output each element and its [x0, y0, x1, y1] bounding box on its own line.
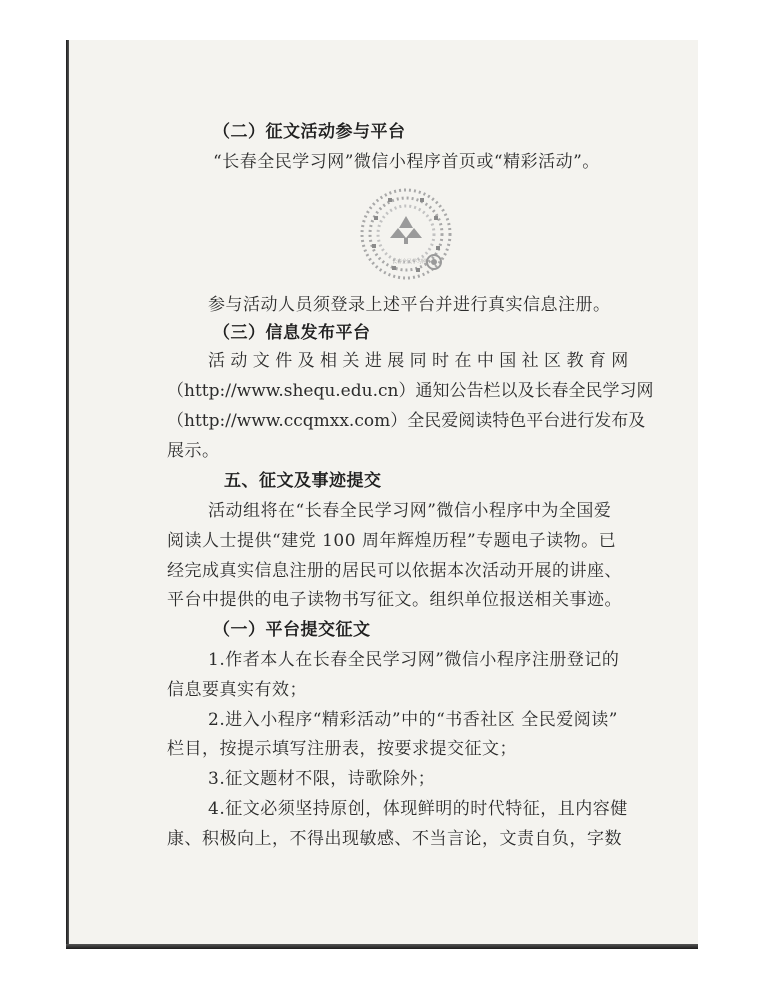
info-line: 展示。 — [167, 441, 220, 461]
submit-line: 2.进入小程序“精彩活动”中的“书香社区 全民爱阅读” — [208, 710, 618, 730]
submit-line: 4.征文必须坚持原创，体现鲜明的时代特征，且内容健 — [208, 799, 628, 819]
submit-line: 康、积极向上，不得出现敏感、不当言论，文责自负，字数 — [167, 829, 622, 849]
info-line: （http://www.shequ.edu.cn）通知公告栏以及长春全民学习网 — [167, 381, 654, 401]
qr-label: 长春全民学习网 — [392, 259, 428, 265]
scan-edge-bottom — [66, 944, 698, 949]
submit-line: 3.征文题材不限，诗歌除外； — [208, 769, 436, 789]
qr-code-icon — [358, 186, 454, 282]
section5-line: 平台中提供的电子读物书写征文。组织单位报送相关事迹。 — [167, 590, 622, 610]
submit-line: 1.作者本人在长春全民学习网”微信小程序注册登记的 — [208, 650, 620, 670]
section5-line: 经完成真实信息注册的居民可以依据本次活动开展的讲座、 — [167, 561, 622, 581]
section5-line: 活动组将在“长春全民学习网”微信小程序中为全国爱 — [208, 501, 612, 521]
heading-platform-submit: （一）平台提交征文 — [213, 620, 371, 640]
heading-info-platform: （三）信息发布平台 — [213, 323, 371, 343]
submit-line: 信息要真实有效； — [167, 680, 307, 700]
heading-section5: 五、征文及事迹提交 — [224, 471, 382, 491]
platform-text: “长春全民学习网”微信小程序首页或“精彩活动”。 — [213, 152, 600, 172]
info-line: （http://www.ccqmxx.com）全民爱阅读特色平台进行发布及 — [167, 411, 646, 431]
register-text: 参与活动人员须登录上述平台并进行真实信息注册。 — [208, 295, 611, 315]
heading-platform: （二）征文活动参与平台 — [213, 122, 406, 142]
section5-line: 阅读人士提供“建党 100 周年辉煌历程”专题电子读物。已 — [167, 531, 617, 551]
info-line: 活 动 文 件 及 相 关 进 展 同 时 在 中 国 社 区 教 育 网 — [208, 351, 629, 371]
submit-line: 栏目，按提示填写注册表，按要求提交征文； — [167, 739, 517, 759]
